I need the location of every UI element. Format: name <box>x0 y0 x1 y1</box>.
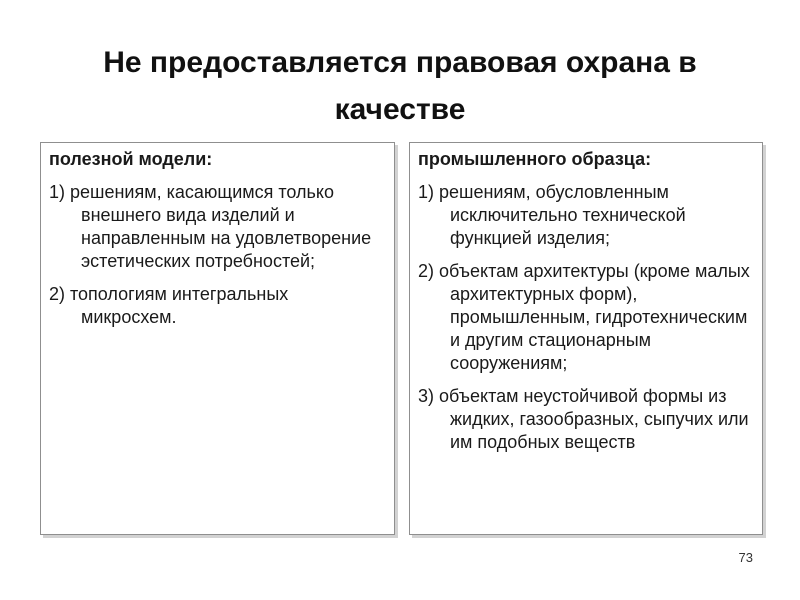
industrial-design-box <box>409 142 763 535</box>
slide-title-line-1: Не предоставляется правовая охрана в <box>103 46 697 80</box>
page-number: 73 <box>738 550 753 565</box>
list-item: 3) объектам неустойчивой формы из жидких, газообразных, сыпучих или им подобных веществ <box>418 386 749 452</box>
list-item: 2) топологиям интегральных микросхем. <box>49 284 289 327</box>
utility-model-heading: полезной модели: <box>49 149 213 169</box>
slide-title <box>0 40 800 133</box>
industrial-design-list <box>418 181 752 454</box>
utility-model-box <box>40 142 395 535</box>
list-item: 1) решениям, касающимся только внешнего вида изделий и направленным на удовлетворение эстетических потребностей; <box>49 182 372 271</box>
list-item: 1) решениям, обусловленным исключительно технической функцией изделия; <box>418 182 686 248</box>
industrial-design-heading: промышленного образца: <box>418 149 652 169</box>
utility-model-list <box>49 181 384 329</box>
slide-title-line-2: качестве <box>334 92 466 126</box>
list-item: 2) объектам архитектуры (кроме малых архитектурных форм), промышленным, гидротехническим и другим стационарным сооружениям; <box>418 261 750 373</box>
